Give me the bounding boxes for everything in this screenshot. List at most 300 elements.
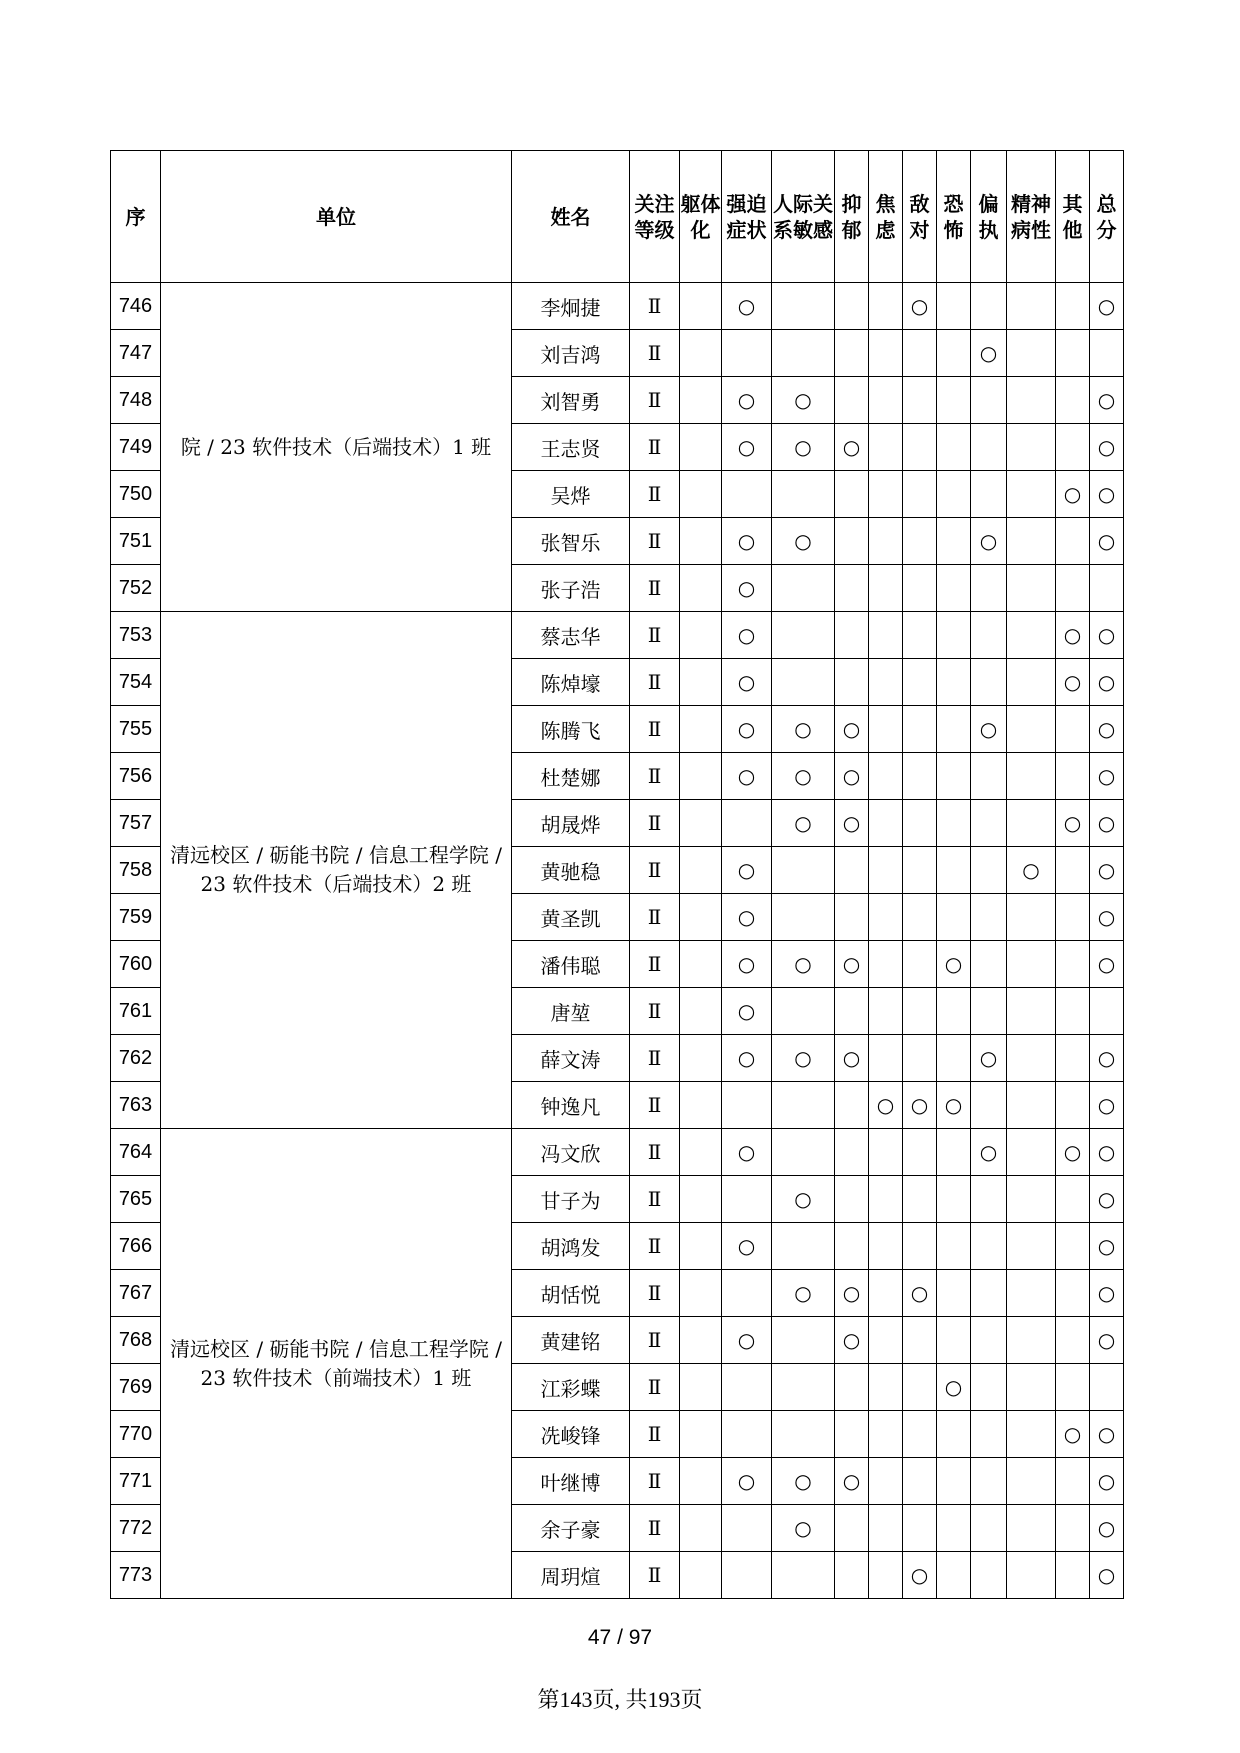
mark-other [1056,753,1090,800]
header-col-phobia: 恐怖 [937,151,971,283]
mark-paranoia: ○ [971,1035,1007,1082]
mark-depression [835,330,869,377]
mark-paranoia [971,565,1007,612]
mark-hostility [903,518,937,565]
mark-hostility [903,565,937,612]
mark-depression [835,1552,869,1599]
mark-interpersonal: ○ [772,800,835,847]
mark-phobia [937,330,971,377]
row-name: 张子浩 [512,565,630,612]
mark-total: ○ [1090,1035,1124,1082]
mark-anxiety [869,800,903,847]
mark-psychoticism [1007,1505,1056,1552]
row-level: Ⅱ [630,847,680,894]
mark-other [1056,424,1090,471]
mark-somatization [680,1458,722,1505]
mark-phobia [937,800,971,847]
mark-interpersonal [772,1082,835,1129]
mark-depression: ○ [835,1458,869,1505]
header-col-paranoia: 偏执 [971,151,1007,283]
mark-phobia [937,847,971,894]
mark-anxiety [869,1129,903,1176]
mark-paranoia [971,612,1007,659]
row-name: 吴烨 [512,471,630,518]
mark-hostility [903,659,937,706]
mark-obsessive [722,330,772,377]
row-level: Ⅱ [630,1411,680,1458]
mark-hostility [903,1317,937,1364]
mark-phobia [937,988,971,1035]
row-name: 李炯捷 [512,283,630,330]
mark-obsessive: ○ [722,988,772,1035]
row-level: Ⅱ [630,565,680,612]
row-seq: 771 [111,1458,161,1505]
mark-anxiety [869,612,903,659]
mark-depression: ○ [835,1035,869,1082]
mark-depression [835,377,869,424]
row-name: 陈焯壕 [512,659,630,706]
mark-psychoticism [1007,1270,1056,1317]
mark-psychoticism [1007,1176,1056,1223]
mark-somatization [680,1035,722,1082]
mark-interpersonal [772,847,835,894]
mark-obsessive: ○ [722,283,772,330]
row-level: Ⅱ [630,1458,680,1505]
mark-total: ○ [1090,1082,1124,1129]
mark-anxiety [869,941,903,988]
mark-other: ○ [1056,800,1090,847]
mark-total: ○ [1090,1411,1124,1458]
mark-psychoticism [1007,1129,1056,1176]
mark-hostility [903,1364,937,1411]
mark-other [1056,847,1090,894]
row-name: 唐堃 [512,988,630,1035]
header-col-obsessive: 强迫症状 [722,151,772,283]
row-seq: 752 [111,565,161,612]
row-level: Ⅱ [630,800,680,847]
row-level: Ⅱ [630,612,680,659]
mark-phobia: ○ [937,941,971,988]
mark-depression [835,894,869,941]
mark-anxiety [869,1176,903,1223]
row-seq: 750 [111,471,161,518]
mark-hostility [903,1458,937,1505]
mark-depression: ○ [835,424,869,471]
mark-total: ○ [1090,1129,1124,1176]
mark-phobia [937,377,971,424]
row-level: Ⅱ [630,706,680,753]
mark-other [1056,706,1090,753]
mark-psychoticism [1007,565,1056,612]
mark-interpersonal [772,1317,835,1364]
mark-somatization [680,941,722,988]
header-col-interpersonal: 人际关系敏感 [772,151,835,283]
mark-depression: ○ [835,1317,869,1364]
mark-other: ○ [1056,471,1090,518]
mark-psychoticism [1007,1317,1056,1364]
mark-total: ○ [1090,377,1124,424]
row-seq: 757 [111,800,161,847]
row-level: Ⅱ [630,1505,680,1552]
mark-phobia [937,1552,971,1599]
row-level: Ⅱ [630,330,680,377]
row-level: Ⅱ [630,1129,680,1176]
row-name: 胡鸿发 [512,1223,630,1270]
mark-psychoticism [1007,1082,1056,1129]
mark-depression [835,988,869,1035]
mark-somatization [680,330,722,377]
mark-anxiety: ○ [869,1082,903,1129]
mark-paranoia: ○ [971,706,1007,753]
mark-psychoticism [1007,988,1056,1035]
mark-somatization [680,518,722,565]
mark-interpersonal: ○ [772,1270,835,1317]
mark-obsessive [722,1505,772,1552]
mark-other [1056,1270,1090,1317]
row-level: Ⅱ [630,1176,680,1223]
mark-total: ○ [1090,518,1124,565]
mark-somatization [680,565,722,612]
mark-paranoia [971,1082,1007,1129]
row-name: 薛文涛 [512,1035,630,1082]
mark-paranoia [971,1552,1007,1599]
mark-obsessive: ○ [722,847,772,894]
mark-obsessive [722,471,772,518]
mark-hostility [903,330,937,377]
row-seq: 763 [111,1082,161,1129]
header-col-depression: 抑郁 [835,151,869,283]
mark-total [1090,330,1124,377]
mark-hostility [903,800,937,847]
mark-paranoia [971,941,1007,988]
mark-phobia [937,612,971,659]
mark-other [1056,1505,1090,1552]
row-name: 潘伟聪 [512,941,630,988]
row-name: 黄圣凯 [512,894,630,941]
mark-paranoia [971,471,1007,518]
mark-somatization [680,1505,722,1552]
mark-obsessive [722,800,772,847]
mark-psychoticism [1007,1223,1056,1270]
mark-somatization [680,612,722,659]
row-level: Ⅱ [630,1270,680,1317]
mark-paranoia [971,1458,1007,1505]
mark-total [1090,988,1124,1035]
mark-depression [835,518,869,565]
mark-other [1056,988,1090,1035]
mark-paranoia [971,894,1007,941]
row-seq: 762 [111,1035,161,1082]
mark-other [1056,894,1090,941]
mark-phobia: ○ [937,1364,971,1411]
mark-other: ○ [1056,1411,1090,1458]
mark-other [1056,1035,1090,1082]
mark-depression [835,283,869,330]
row-level: Ⅱ [630,941,680,988]
mark-total: ○ [1090,1317,1124,1364]
mark-obsessive: ○ [722,424,772,471]
mark-interpersonal: ○ [772,377,835,424]
mark-paranoia [971,1176,1007,1223]
row-seq: 760 [111,941,161,988]
mark-somatization [680,800,722,847]
mark-psychoticism [1007,894,1056,941]
mark-interpersonal [772,1129,835,1176]
mark-depression [835,1176,869,1223]
mark-hostility [903,706,937,753]
mark-other [1056,283,1090,330]
row-level: Ⅱ [630,753,680,800]
row-seq: 747 [111,330,161,377]
mark-interpersonal [772,330,835,377]
mark-interpersonal [772,1411,835,1458]
row-name: 冼峻锋 [512,1411,630,1458]
row-level: Ⅱ [630,988,680,1035]
unit-cell: 清远校区 / 砺能书院 / 信息工程学院 / 23 软件技术（后端技术）2 班 [161,612,512,1129]
mark-psychoticism [1007,471,1056,518]
header-col-somatization: 躯体化 [680,151,722,283]
mark-anxiety [869,424,903,471]
mark-somatization [680,283,722,330]
row-name: 王志贤 [512,424,630,471]
row-seq: 772 [111,1505,161,1552]
mark-obsessive: ○ [722,1317,772,1364]
mark-depression [835,1129,869,1176]
mark-somatization [680,753,722,800]
mark-total: ○ [1090,800,1124,847]
mark-phobia [937,1458,971,1505]
row-level: Ⅱ [630,1082,680,1129]
row-seq: 751 [111,518,161,565]
mark-total: ○ [1090,1458,1124,1505]
mark-anxiety [869,1270,903,1317]
header-col-other: 其他 [1056,151,1090,283]
mark-interpersonal [772,471,835,518]
mark-depression [835,612,869,659]
mark-depression [835,1082,869,1129]
mark-depression: ○ [835,706,869,753]
mark-other [1056,1317,1090,1364]
mark-depression [835,1505,869,1552]
mark-interpersonal: ○ [772,1176,835,1223]
mark-interpersonal: ○ [772,518,835,565]
mark-psychoticism [1007,283,1056,330]
mark-obsessive: ○ [722,1458,772,1505]
row-seq: 769 [111,1364,161,1411]
mark-phobia [937,283,971,330]
mark-hostility [903,424,937,471]
mark-anxiety [869,471,903,518]
mark-paranoia [971,1270,1007,1317]
mark-psychoticism [1007,1035,1056,1082]
unit-cell: 院 / 23 软件技术（后端技术）1 班 [161,283,512,612]
mark-somatization [680,659,722,706]
mark-total: ○ [1090,941,1124,988]
row-level: Ⅱ [630,377,680,424]
row-seq: 756 [111,753,161,800]
mark-total [1090,1364,1124,1411]
mark-anxiety [869,1364,903,1411]
mark-total: ○ [1090,894,1124,941]
mark-somatization [680,894,722,941]
row-seq: 764 [111,1129,161,1176]
mark-phobia [937,1270,971,1317]
row-level: Ⅱ [630,1317,680,1364]
mark-interpersonal: ○ [772,1458,835,1505]
row-name: 甘子为 [512,1176,630,1223]
mark-anxiety [869,706,903,753]
mark-obsessive [722,1082,772,1129]
mark-obsessive: ○ [722,894,772,941]
mark-phobia [937,471,971,518]
row-name: 张智乐 [512,518,630,565]
mark-paranoia [971,424,1007,471]
mark-psychoticism [1007,1364,1056,1411]
mark-depression: ○ [835,1270,869,1317]
mark-psychoticism [1007,753,1056,800]
mark-interpersonal: ○ [772,424,835,471]
mark-interpersonal [772,988,835,1035]
mark-psychoticism [1007,330,1056,377]
mark-obsessive: ○ [722,518,772,565]
row-seq: 765 [111,1176,161,1223]
row-name: 刘吉鸿 [512,330,630,377]
mark-anxiety [869,847,903,894]
mark-psychoticism [1007,424,1056,471]
row-seq: 748 [111,377,161,424]
mark-interpersonal: ○ [772,941,835,988]
mark-anxiety [869,988,903,1035]
mark-psychoticism [1007,706,1056,753]
mark-psychoticism [1007,1458,1056,1505]
mark-total: ○ [1090,1270,1124,1317]
mark-phobia [937,1505,971,1552]
table-row [111,1129,1124,1176]
mark-phobia [937,1411,971,1458]
mark-other: ○ [1056,659,1090,706]
row-level: Ⅱ [630,1223,680,1270]
mark-depression: ○ [835,753,869,800]
table-row [111,612,1124,659]
mark-other [1056,941,1090,988]
mark-hostility [903,1223,937,1270]
mark-obsessive [722,1364,772,1411]
mark-hostility: ○ [903,283,937,330]
mark-obsessive [722,1411,772,1458]
mark-other [1056,1176,1090,1223]
mark-paranoia [971,1317,1007,1364]
mark-other: ○ [1056,612,1090,659]
mark-interpersonal: ○ [772,753,835,800]
mark-other: ○ [1056,1129,1090,1176]
mark-paranoia [971,377,1007,424]
row-level: Ⅱ [630,424,680,471]
mark-obsessive: ○ [722,565,772,612]
mark-somatization [680,1129,722,1176]
mark-other [1056,1082,1090,1129]
mark-somatization [680,471,722,518]
mark-paranoia: ○ [971,518,1007,565]
mark-phobia [937,1035,971,1082]
row-level: Ⅱ [630,659,680,706]
header-col-hostility: 敌对 [903,151,937,283]
mark-paranoia [971,1505,1007,1552]
mark-obsessive: ○ [722,612,772,659]
row-name: 江彩蝶 [512,1364,630,1411]
mark-anxiety [869,283,903,330]
row-seq: 759 [111,894,161,941]
mark-total: ○ [1090,1176,1124,1223]
mark-obsessive [722,1270,772,1317]
row-level: Ⅱ [630,1552,680,1599]
mark-somatization [680,1411,722,1458]
row-name: 黄建铭 [512,1317,630,1364]
mark-paranoia [971,1411,1007,1458]
mark-phobia: ○ [937,1082,971,1129]
mark-hostility [903,753,937,800]
mark-anxiety [869,1317,903,1364]
mark-hostility: ○ [903,1270,937,1317]
mark-psychoticism [1007,1411,1056,1458]
row-seq: 755 [111,706,161,753]
mark-paranoia [971,847,1007,894]
mark-hostility [903,377,937,424]
mark-depression [835,1223,869,1270]
mark-obsessive: ○ [722,1129,772,1176]
mark-interpersonal: ○ [772,706,835,753]
row-name: 周玥煊 [512,1552,630,1599]
mark-total: ○ [1090,753,1124,800]
mark-hostility: ○ [903,1082,937,1129]
row-level: Ⅱ [630,283,680,330]
mark-hostility [903,1035,937,1082]
mark-hostility [903,1129,937,1176]
mark-paranoia [971,1223,1007,1270]
mark-anxiety [869,1035,903,1082]
mark-obsessive: ○ [722,1223,772,1270]
table-header-row [111,151,1124,283]
mark-paranoia [971,753,1007,800]
row-level: Ⅱ [630,471,680,518]
mark-hostility [903,1505,937,1552]
mark-depression [835,1364,869,1411]
mark-somatization [680,847,722,894]
mark-obsessive [722,1176,772,1223]
mark-interpersonal [772,1552,835,1599]
row-seq: 749 [111,424,161,471]
mark-somatization [680,1552,722,1599]
mark-interpersonal [772,612,835,659]
row-seq: 770 [111,1411,161,1458]
mark-phobia [937,1317,971,1364]
mark-total [1090,565,1124,612]
mark-psychoticism [1007,659,1056,706]
mark-psychoticism [1007,518,1056,565]
mark-paranoia [971,800,1007,847]
mark-obsessive: ○ [722,377,772,424]
mark-total: ○ [1090,706,1124,753]
mark-paranoia [971,659,1007,706]
mark-somatization [680,1223,722,1270]
row-seq: 773 [111,1552,161,1599]
mark-somatization [680,1082,722,1129]
mark-anxiety [869,377,903,424]
mark-other [1056,330,1090,377]
mark-psychoticism [1007,941,1056,988]
mark-obsessive: ○ [722,659,772,706]
mark-interpersonal [772,659,835,706]
mark-psychoticism [1007,377,1056,424]
